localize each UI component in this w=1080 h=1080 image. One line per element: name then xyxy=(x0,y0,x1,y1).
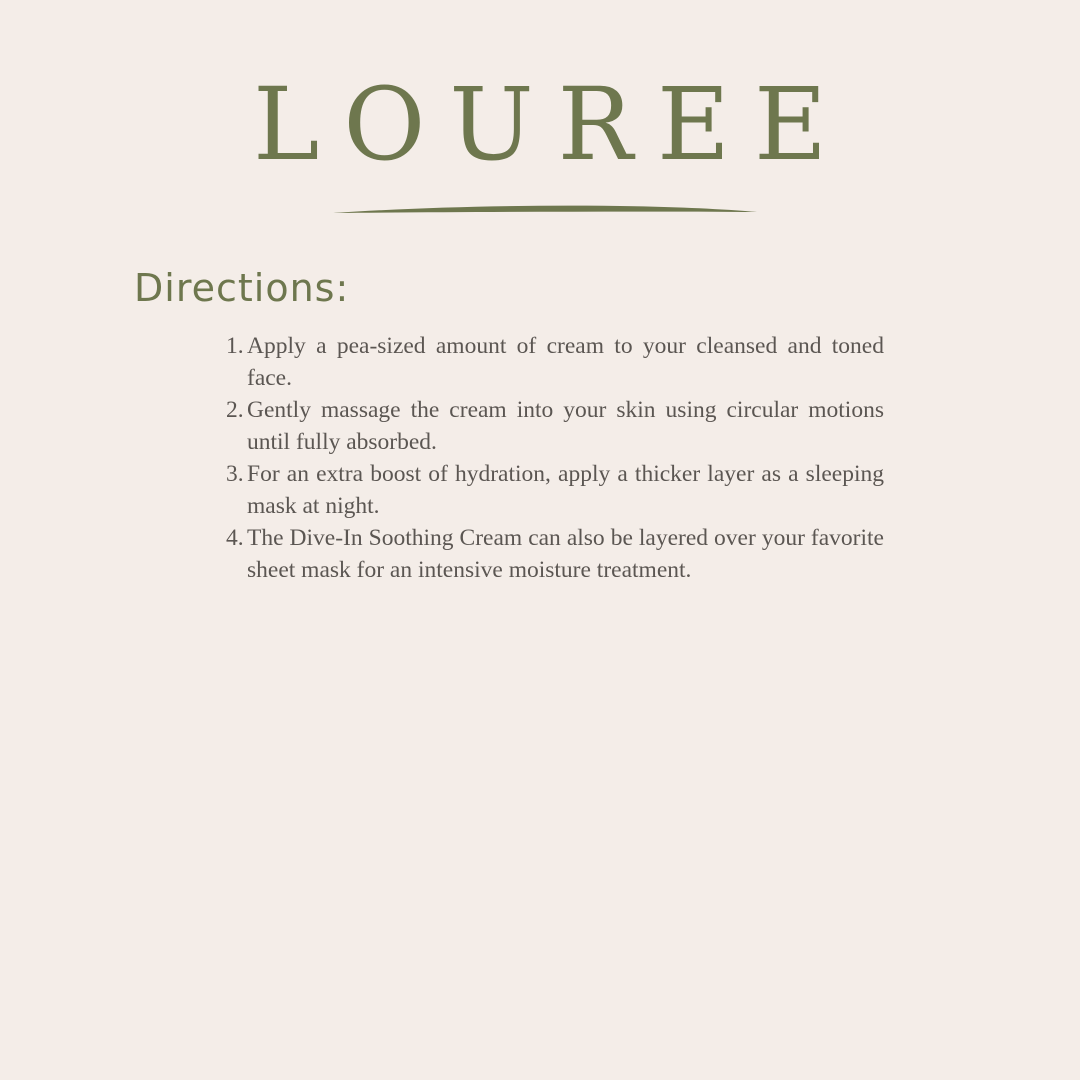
step-text: The Dive-In Soothing Cream can also be layered over your favorite sheet mask for an intensive moisture treatment. xyxy=(247,525,884,583)
brush-swash-divider xyxy=(330,200,760,220)
step-number: 3. xyxy=(226,461,244,487)
step-text: Gently massage the cream into your skin using circular motions until fully absorbed. xyxy=(247,397,884,455)
brand-logo: LOUREE xyxy=(253,66,851,183)
step-number: 1. xyxy=(226,333,244,359)
step-number: 4. xyxy=(226,525,244,551)
step-text: For an extra boost of hydration, apply a thicker layer as a sleeping mask at night. xyxy=(247,461,884,519)
list-item xyxy=(226,394,884,458)
list-item xyxy=(226,330,884,394)
list-item xyxy=(226,458,884,522)
step-number: 2. xyxy=(226,397,244,423)
directions-heading: Directions: xyxy=(134,266,350,310)
step-text: Apply a pea-sized amount of cream to your cleansed and toned face. xyxy=(247,333,884,391)
directions-list xyxy=(226,330,884,586)
list-item xyxy=(226,522,884,586)
